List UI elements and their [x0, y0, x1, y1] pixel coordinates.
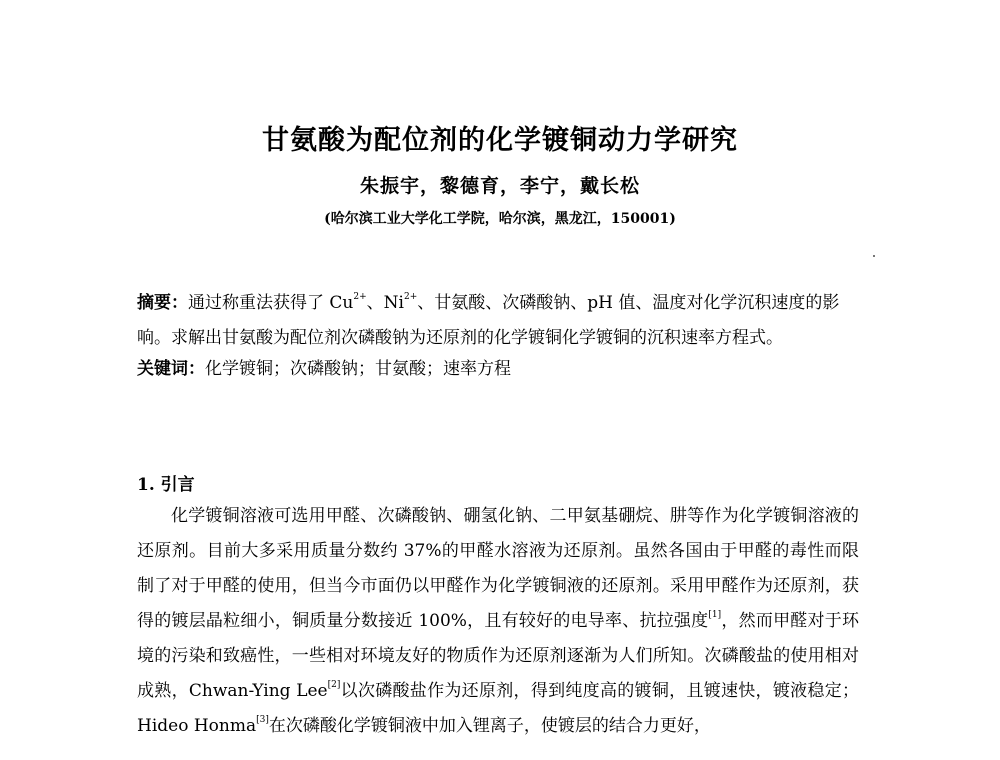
- scan-speck: [873, 255, 875, 257]
- paper-authors: 朱振宇，黎德育，李宁，戴长松: [359, 175, 640, 197]
- abstract-label: 摘要：: [137, 293, 188, 313]
- keywords-label: 关键词：: [137, 359, 205, 379]
- section-heading-introduction: 1. 引言: [137, 475, 195, 495]
- citation-3: [3]: [256, 715, 269, 725]
- introduction-paragraph: [137, 499, 859, 744]
- intro-text-1: 化学镀铜溶液可选用甲醛、次磷酸钠、硼氢化钠、二甲氨基硼烷、肼等作为化学镀铜溶液的还原剂。目前大多采用质量分数约 37%的甲醛水溶液为还原剂。虽然各国由于甲醛的毒性而限制了对于甲醛的使用，但当今市面仍以甲醛作为化学镀铜液的还原剂。采用甲醛作为还原剂，获得的镀层晶粒细小，铜质量分数接近 100%，且有较好的电导率、抗拉强度: [137, 506, 859, 631]
- abstract-text-3: 、甘氨酸、次磷酸钠、pH 值、温度对化学沉积速度的影响。求解出甘氨酸为配位剂次磷酸钠为还原剂的化学镀铜化学镀铜的沉积速率方程式。: [137, 293, 840, 348]
- intro-text-4: 在次磷酸化学镀铜液中加入锂离子，使镀层的结合力更好，: [268, 716, 711, 736]
- citation-2: [2]: [327, 680, 341, 690]
- intro-text-3: 以次磷酸盐作为还原剂，得到纯度高的镀铜，且镀速快，镀液稳定；Hideo Honma: [137, 681, 859, 736]
- keywords: [137, 357, 857, 382]
- paper-affiliation: (哈尔滨工业大学化工学院，哈尔滨，黑龙江，150001): [324, 211, 676, 227]
- abstract: [137, 286, 857, 356]
- abstract-sup-2: 2+: [403, 292, 418, 302]
- intro-text-2: ，然而甲醛对于环境的污染和致癌性，一些相对环境友好的物质作为还原剂逐渐为人们所知。次磷酸盐的使用相对成熟，Chwan-Ying Lee: [137, 611, 860, 701]
- citation-1: [1]: [708, 610, 722, 620]
- abstract-text-1: 通过称重法获得了 Cu: [188, 293, 354, 313]
- abstract-text-2: 、Ni: [366, 293, 404, 313]
- paper-title: 甘氨酸为配位剂的化学镀铜动力学研究: [262, 125, 738, 156]
- keywords-text: 化学镀铜；次磷酸钠；甘氨酸；速率方程: [205, 359, 511, 379]
- abstract-sup-1: 2+: [353, 292, 367, 302]
